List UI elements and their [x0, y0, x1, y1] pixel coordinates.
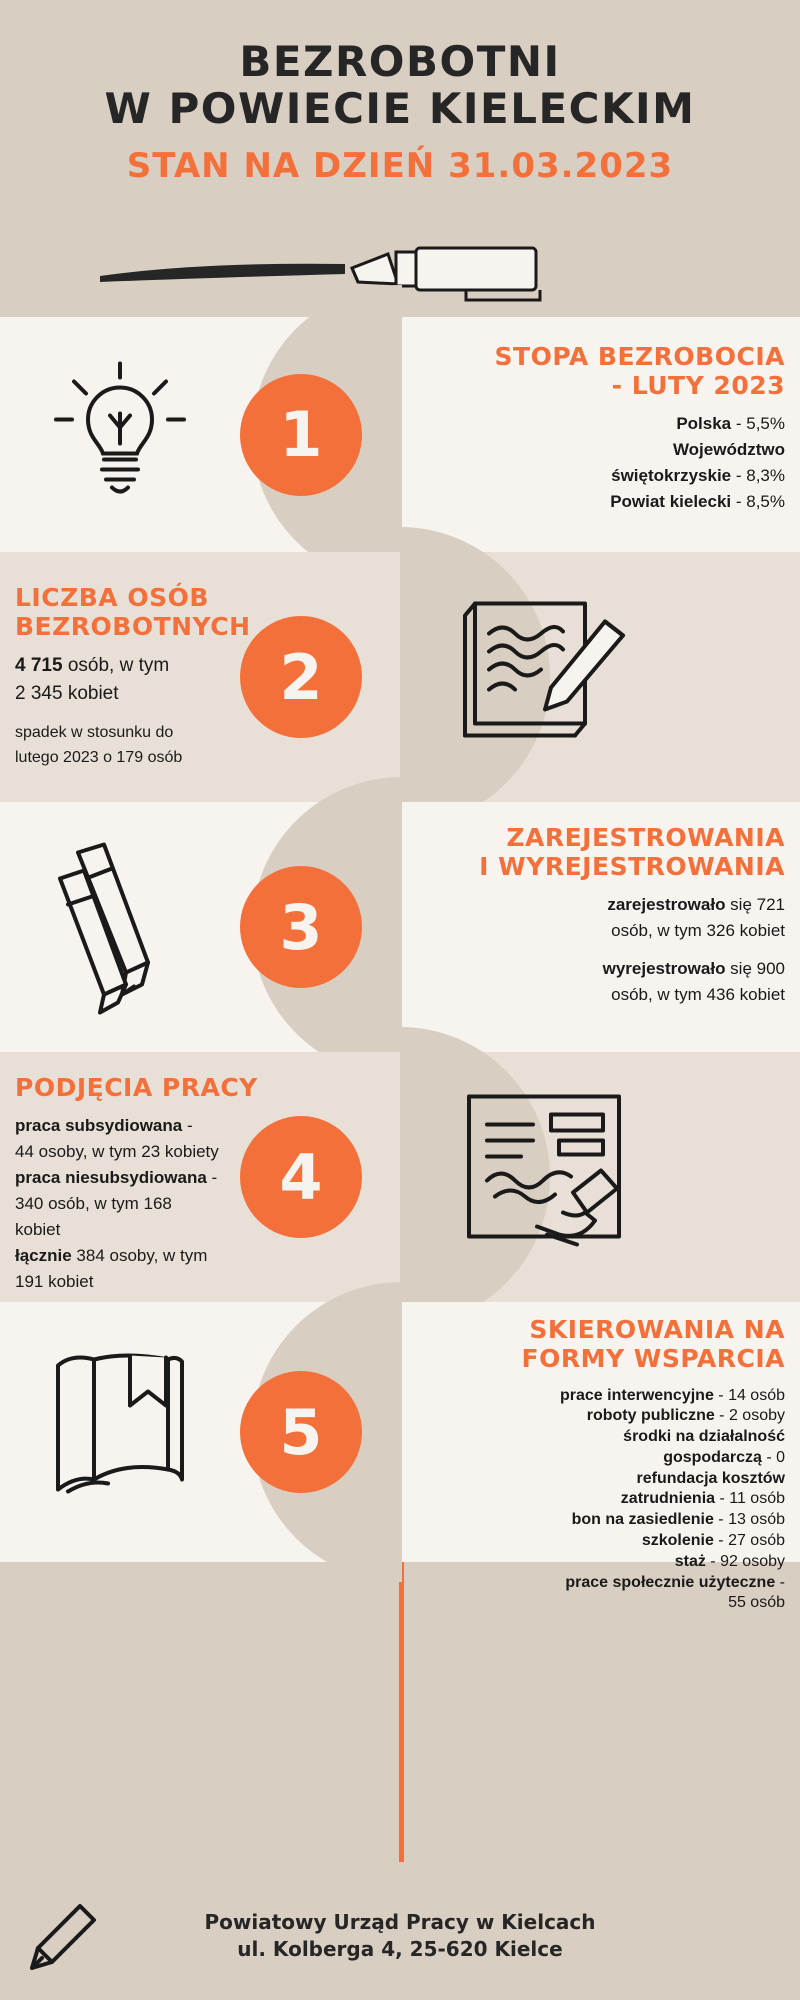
section-1-title: STOPA BEZROBOCIA - LUTY 2023: [494, 342, 785, 400]
section-2-number: 2: [240, 616, 362, 738]
section-5-line: bon na zasiedlenie - 13 osób: [571, 1511, 785, 1529]
section-1-line: Powiat kielecki - 8,5%: [610, 491, 785, 511]
section-2-line: 2 345 kobiet: [15, 683, 119, 705]
section-3: [0, 802, 800, 1052]
section-3-number: 3: [240, 866, 362, 988]
section-5-line: 55 osób: [728, 1594, 785, 1612]
section-3-text: [470, 824, 785, 1010]
page-title: [0, 38, 800, 132]
section-3-line: osób, w tym 326 kobiet: [611, 920, 785, 940]
footer-address: [204, 1909, 595, 1963]
section-5-line: prace interwencyjne - 14 osób: [560, 1386, 785, 1404]
title-line-2: W POWIECIE KIELECKIM: [104, 84, 696, 134]
form-hand-icon: [455, 1085, 655, 1270]
section-5-line: szkolenie - 27 osób: [641, 1532, 785, 1550]
section-1-line: Polska - 5,5%: [676, 413, 785, 433]
section-5-line: refundacja kosztów: [636, 1469, 785, 1487]
section-1-text: [470, 343, 785, 517]
footer-line-1: Powiatowy Urząd Pracy w Kielcach: [204, 1910, 596, 1934]
section-5: [0, 1302, 800, 1612]
section-5-line: środki na działalność: [623, 1428, 785, 1446]
section-4-line: praca niesubsydiowana -: [15, 1167, 218, 1187]
section-4-title: PODJĘCIA PRACY: [15, 1073, 258, 1102]
section-2-line: 4 715 osób, w tym: [15, 654, 170, 676]
section-2-line: lutego 2023 o 179 osób: [15, 748, 183, 766]
section-4-number: 4: [240, 1116, 362, 1238]
section-3-line: osób, w tym 436 kobiet: [611, 984, 785, 1004]
section-3-line: wyrejestrowało się 900: [602, 958, 785, 978]
section-1-number: 1: [240, 374, 362, 496]
section-5-text: [470, 1316, 785, 1614]
section-2-title: LICZBA OSÓB BEZROBOTNYCH: [15, 583, 251, 641]
pens-icon: [30, 835, 200, 1020]
section-2-line: spadek w stosunku do: [15, 723, 174, 741]
section-5-line: prace społecznie użyteczne -: [565, 1573, 785, 1591]
section-3-line: zarejestrowało się 721: [607, 894, 785, 914]
notebook-pen-icon: [455, 590, 655, 765]
page-subtitle: STAN NA DZIEŃ 31.03.2023: [126, 146, 674, 187]
header: [0, 0, 800, 317]
pen-icon: [18, 1894, 108, 1989]
section-1: [0, 317, 800, 552]
footer-line-2: ul. Kolberga 4, 25-620 Kielce: [237, 1937, 563, 1961]
section-4-line: praca subsydiowana -: [15, 1115, 193, 1135]
book-bookmark-icon: [30, 1340, 210, 1525]
section-4-line: 191 kobiet: [15, 1272, 94, 1292]
section-5-line: staż - 92 osoby: [674, 1552, 785, 1570]
section-5-line: gospodarczą - 0: [663, 1448, 785, 1466]
section-2: [0, 552, 800, 802]
title-line-1: BEZROBOTNI: [239, 37, 561, 86]
section-5-number: 5: [240, 1371, 362, 1493]
section-5-line: zatrudnienia - 11 osób: [620, 1490, 785, 1508]
section-4-line: 340 osób, w tym 168: [15, 1194, 172, 1214]
timeline: [0, 317, 800, 1872]
footer: [0, 1872, 800, 2000]
section-5-line: roboty publiczne - 2 osoby: [586, 1407, 785, 1425]
section-5-title: SKIEROWANIA NA FORMY WSPARCIA: [521, 1315, 785, 1373]
lightbulb-icon: [30, 347, 200, 522]
section-1-line: Województwo: [672, 439, 785, 459]
section-4-line: łącznie 384 osoby, w tym: [15, 1246, 208, 1266]
section-4-line: kobiet: [15, 1220, 61, 1240]
section-4-line: 44 osoby, w tym 23 kobiety: [15, 1141, 219, 1161]
section-4: [0, 1052, 800, 1302]
section-1-line: świętokrzyskie - 8,3%: [611, 465, 785, 485]
section-3-title: ZAREJESTROWANIA I WYREJESTROWANIA: [479, 823, 785, 881]
